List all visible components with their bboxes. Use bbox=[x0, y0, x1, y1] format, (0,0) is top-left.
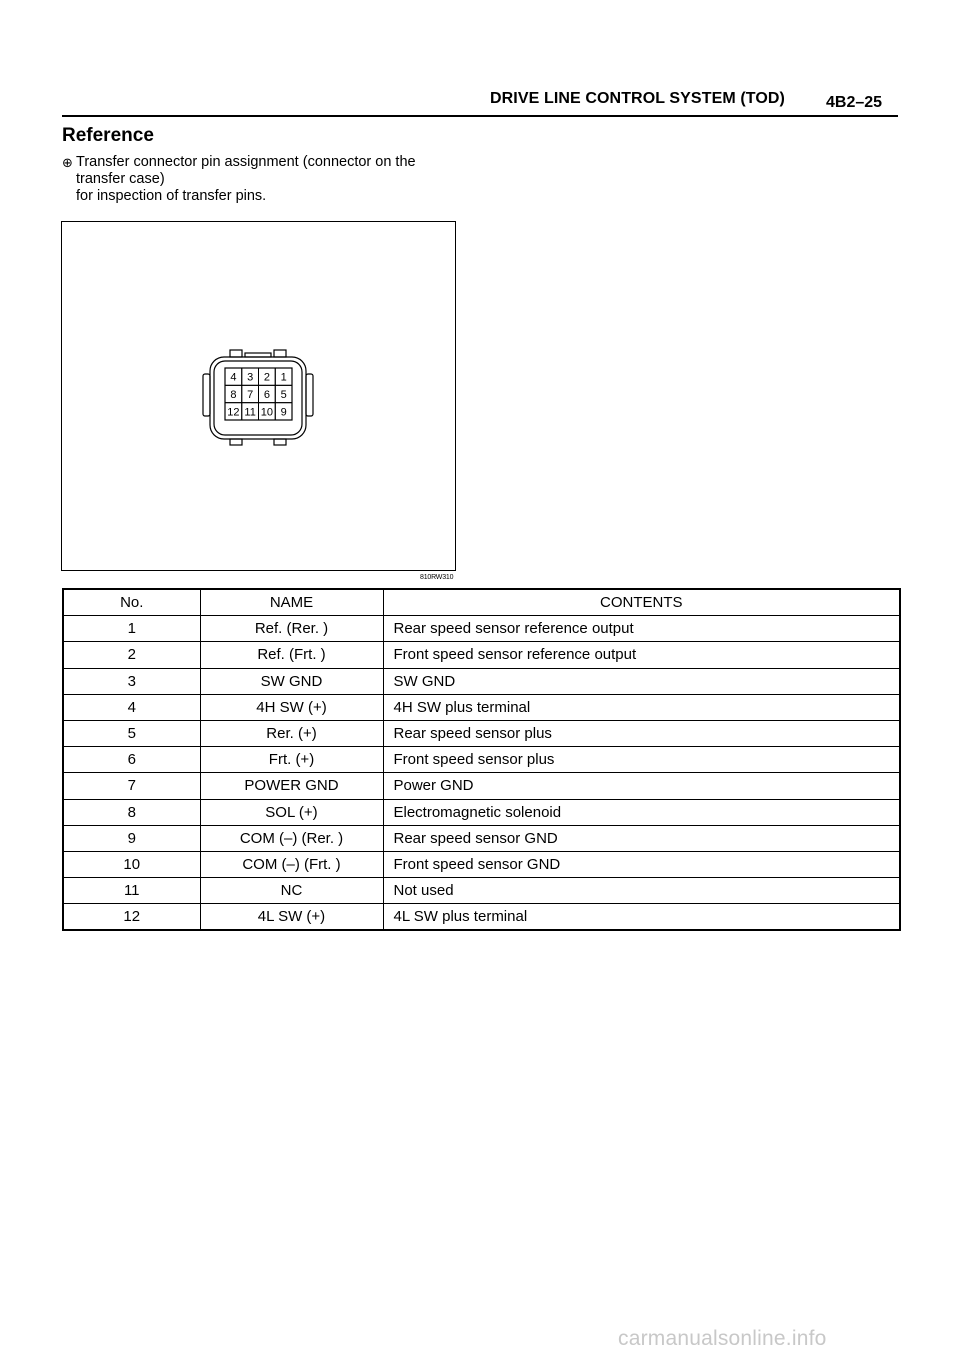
cell-no: 6 bbox=[63, 747, 200, 773]
cell-contents: Rear speed sensor GND bbox=[383, 825, 900, 851]
connector-tab-top-right bbox=[274, 350, 286, 357]
reference-heading: Reference bbox=[62, 125, 154, 146]
reference-line: for inspection of transfer pins. bbox=[76, 188, 267, 204]
table-row bbox=[63, 825, 900, 851]
table-row bbox=[63, 799, 900, 825]
cell-contents: Not used bbox=[383, 878, 900, 904]
cell-name: POWER GND bbox=[200, 773, 383, 799]
cell-name: NC bbox=[200, 878, 383, 904]
table-row bbox=[63, 773, 900, 799]
cell-name: COM (–) (Frt. ) bbox=[200, 851, 383, 877]
cell-name: SOL (+) bbox=[200, 799, 383, 825]
pin-label: 9 bbox=[280, 406, 287, 419]
header-name: NAME bbox=[200, 589, 383, 616]
connector-tab-bottom-left bbox=[230, 439, 242, 445]
pin-label: 8 bbox=[230, 389, 237, 401]
cell-name: Ref. (Frt. ) bbox=[200, 642, 383, 668]
table-row bbox=[63, 642, 900, 668]
cell-contents: 4L SW plus terminal bbox=[383, 904, 900, 931]
cell-no: 12 bbox=[63, 904, 200, 931]
cell-no: 5 bbox=[63, 720, 200, 746]
pin-label: 10 bbox=[260, 406, 273, 419]
cell-contents: Rear speed sensor plus bbox=[383, 720, 900, 746]
pin-label: 4 bbox=[230, 371, 237, 384]
pin-label: 6 bbox=[263, 389, 270, 401]
cell-contents: SW GND bbox=[383, 668, 900, 694]
connector-tab-bottom-right bbox=[274, 439, 286, 445]
cell-name: 4L SW (+) bbox=[200, 904, 383, 931]
cell-contents: Rear speed sensor reference output bbox=[383, 616, 900, 642]
cell-no: 4 bbox=[63, 694, 200, 720]
cell-name: COM (–) (Rer. ) bbox=[200, 825, 383, 851]
connector-figure bbox=[61, 221, 456, 571]
cell-no: 8 bbox=[63, 799, 200, 825]
watermark: carmanualsonline.info bbox=[618, 1327, 827, 1350]
section-title: DRIVE LINE CONTROL SYSTEM (TOD) bbox=[490, 90, 785, 107]
cell-no: 1 bbox=[63, 616, 200, 642]
pin-label: 3 bbox=[247, 371, 254, 384]
table-row bbox=[63, 851, 900, 877]
cell-no: 3 bbox=[63, 668, 200, 694]
cell-contents: Front speed sensor plus bbox=[383, 747, 900, 773]
header-contents: CONTENTS bbox=[383, 589, 900, 616]
cell-contents: Front speed sensor GND bbox=[383, 851, 900, 877]
reference-line: Transfer connector pin assignment (connector on the bbox=[76, 154, 416, 170]
cell-name: Ref. (Rer. ) bbox=[200, 616, 383, 642]
pin-label: 12 bbox=[227, 406, 240, 419]
page-number: 4B2–25 bbox=[826, 94, 883, 111]
table-row bbox=[63, 616, 900, 642]
table-row bbox=[63, 904, 900, 931]
connector-tab-top-left bbox=[230, 350, 242, 357]
cell-no: 9 bbox=[63, 825, 200, 851]
cell-no: 7 bbox=[63, 773, 200, 799]
cell-no: 11 bbox=[63, 878, 200, 904]
table-header-row bbox=[63, 589, 900, 616]
cell-name: 4H SW (+) bbox=[200, 694, 383, 720]
pin-assignment-table bbox=[62, 588, 901, 931]
cell-no: 2 bbox=[63, 642, 200, 668]
cell-contents: Front speed sensor reference output bbox=[383, 642, 900, 668]
connector-latch-right bbox=[306, 374, 313, 416]
pin-label: 5 bbox=[280, 389, 287, 401]
cell-name: Frt. (+) bbox=[200, 747, 383, 773]
table-row bbox=[63, 720, 900, 746]
pin-label: 2 bbox=[263, 371, 270, 384]
cell-name: SW GND bbox=[200, 668, 383, 694]
cell-contents: Electromagnetic solenoid bbox=[383, 799, 900, 825]
figure-code: 810RW310 bbox=[420, 574, 454, 581]
table-row bbox=[63, 747, 900, 773]
header-rule bbox=[62, 115, 898, 117]
pin-label: 1 bbox=[280, 371, 287, 384]
header-no: No. bbox=[63, 589, 200, 616]
connector-diagram bbox=[62, 222, 455, 570]
cell-contents: Power GND bbox=[383, 773, 900, 799]
reference-text bbox=[76, 154, 476, 205]
cell-name: Rer. (+) bbox=[200, 720, 383, 746]
bullet-icon: ⊕ bbox=[62, 155, 73, 170]
table-row bbox=[63, 668, 900, 694]
pin-label: 7 bbox=[247, 389, 254, 401]
table-row bbox=[63, 878, 900, 904]
cell-no: 10 bbox=[63, 851, 200, 877]
cell-contents: 4H SW plus terminal bbox=[383, 694, 900, 720]
connector-latch-left bbox=[203, 374, 210, 416]
reference-line: transfer case) bbox=[76, 171, 165, 187]
pin-label: 11 bbox=[244, 406, 256, 419]
table-row bbox=[63, 694, 900, 720]
